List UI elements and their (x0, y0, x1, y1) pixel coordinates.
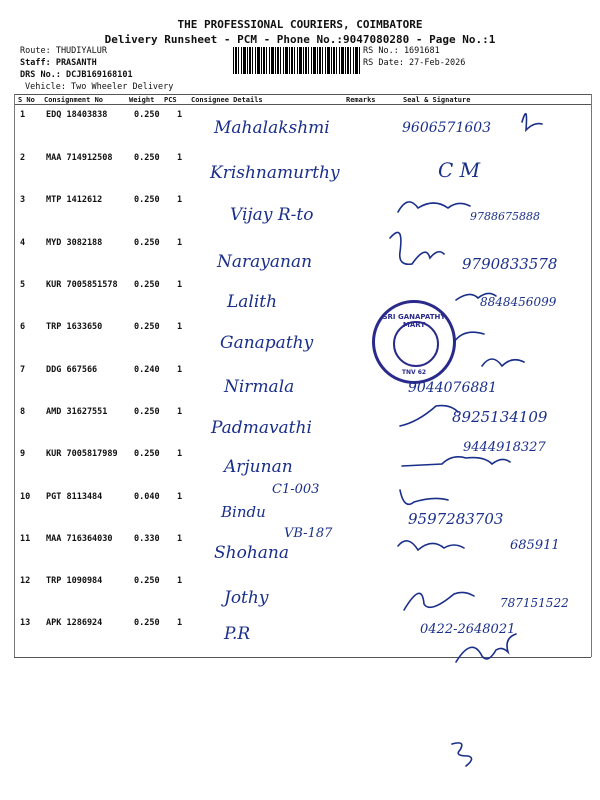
row-signature: 9597283703 (408, 510, 504, 528)
row-signature: 9788675888 (470, 210, 540, 223)
row-signature: 9790833578 (462, 255, 558, 273)
row-signature: C M (438, 158, 481, 182)
row-sno: 6 (20, 322, 26, 332)
header-sno: S No (18, 96, 35, 104)
row-sno: 11 (20, 534, 31, 544)
row-signature: 685911 (510, 538, 560, 553)
header-consignee: Consignee Details (191, 96, 263, 104)
row-consignee: Lalith (227, 292, 278, 312)
row-sno: 13 (20, 618, 31, 628)
row-consignee: Mahalakshmi (214, 118, 330, 138)
signature-scribble (404, 592, 474, 610)
signature-scribble (398, 202, 470, 212)
unit-note: VB-187 (284, 526, 333, 541)
row-pcs: 1 (177, 407, 183, 417)
row-consignment: MAA 714912508 (46, 153, 113, 163)
route-text: Route: THUDIYALUR (20, 46, 107, 56)
row-consignee: Narayanan (217, 252, 313, 272)
row-pcs: 1 (177, 322, 183, 332)
row-signature: 8925134109 (452, 408, 548, 426)
row-consignment: MTP 1412612 (46, 195, 103, 205)
row-consignee: Padmavathi (211, 418, 312, 438)
row-pcs: 1 (177, 110, 183, 120)
runsheet-subtitle: Delivery Runsheet - PCM - Phone No.:9047080280 - Page No.:1 (104, 33, 496, 46)
row-sno: 5 (20, 280, 26, 290)
row-consignee: Krishnamurthy (210, 163, 340, 183)
vehicle-text: Vehicle: Two Wheeler Delivery (25, 82, 174, 92)
row-consignee: Ganapathy (220, 333, 314, 353)
header-seal: Seal & Signature (403, 96, 471, 104)
row-consignment: MAA 716364030 (46, 534, 113, 544)
row-pcs: 1 (177, 365, 183, 375)
row-sno: 9 (20, 449, 26, 459)
row-weight: 0.250 (134, 449, 160, 459)
signature-scribble (400, 406, 458, 426)
row-pcs: 1 (177, 618, 183, 628)
row-weight: 0.040 (134, 492, 160, 502)
row-signature: 9044076881 (408, 380, 498, 396)
row-signature: 9444918327 (463, 440, 546, 455)
header-weight: Weight (129, 96, 155, 104)
row-sno: 1 (20, 110, 26, 120)
unit-note: C1-003 (272, 482, 320, 497)
row-consignee: Nirmala (224, 377, 295, 397)
row-consignee: P.R (224, 624, 251, 644)
signature-scribble (454, 332, 484, 342)
row-sno: 7 (20, 365, 26, 375)
row-consignment: DDG 667566 (46, 365, 98, 375)
row-consignee: Arjunan (224, 457, 293, 477)
row-sno: 10 (20, 492, 31, 502)
row-pcs: 1 (177, 534, 183, 544)
row-consignment: KUR 7005851578 (46, 280, 118, 290)
signature-scribble (398, 541, 464, 550)
company-title: THE PROFESSIONAL COURIERS, COIMBATORE (177, 18, 423, 31)
row-pcs: 1 (177, 153, 183, 163)
signature-scribble (522, 114, 542, 130)
row-signature: 0422-2648021 (420, 622, 516, 637)
row-pcs: 1 (177, 449, 183, 459)
row-consignee: Shohana (214, 543, 289, 563)
row-weight: 0.250 (134, 238, 160, 248)
signature-scribble (482, 359, 524, 366)
stamp-text: SRI GANAPATHY MART (382, 313, 446, 329)
rs-date-text: RS Date: 27-Feb-2026 (363, 58, 466, 68)
row-signature: 787151522 (500, 596, 569, 610)
row-consignment: MYD 3082188 (46, 238, 103, 248)
signature-scribble (456, 634, 516, 662)
row-consignment: PGT 8113484 (46, 492, 103, 502)
row-weight: 0.240 (134, 365, 160, 375)
row-pcs: 1 (177, 492, 183, 502)
row-sno: 3 (20, 195, 26, 205)
row-pcs: 1 (177, 238, 183, 248)
row-weight: 0.250 (134, 153, 160, 163)
row-sno: 2 (20, 153, 26, 163)
signature-scribble (456, 293, 496, 300)
row-consignment: APK 1286924 (46, 618, 103, 628)
row-signature: 9606571603 (402, 120, 492, 136)
signature-scribble (390, 232, 444, 264)
row-consignee: Vijay R-to (230, 205, 314, 225)
row-consignment: AMD 31627551 (46, 407, 108, 417)
row-consignment: EDQ 18403838 (46, 110, 108, 120)
row-consignee: Bindu (221, 503, 266, 521)
row-consignment: TRP 1090984 (46, 576, 103, 586)
row-signature: 8848456099 (480, 295, 557, 309)
drs-text: DRS No.: DCJB169168101 (20, 70, 133, 80)
row-consignment: TRP 1633650 (46, 322, 103, 332)
stamp-number: TNV 62 (401, 369, 427, 376)
row-weight: 0.250 (134, 618, 160, 628)
row-pcs: 1 (177, 280, 183, 290)
footer-scribble (452, 743, 472, 766)
row-sno: 12 (20, 576, 31, 586)
row-weight: 0.250 (134, 407, 160, 417)
row-consignee: Jothy (224, 588, 269, 608)
row-consignment: KUR 7005817989 (46, 449, 118, 459)
signature-scribble (402, 457, 510, 466)
row-pcs: 1 (177, 576, 183, 586)
row-weight: 0.250 (134, 195, 160, 205)
row-sno: 4 (20, 238, 26, 248)
signature-scribble (400, 490, 448, 504)
row-weight: 0.250 (134, 110, 160, 120)
row-sno: 8 (20, 407, 26, 417)
staff-text: Staff: PRASANTH (20, 58, 97, 68)
row-weight: 0.250 (134, 322, 160, 332)
header-remarks: Remarks (346, 96, 376, 104)
row-pcs: 1 (177, 195, 183, 205)
header-consignment: Consignment No (44, 96, 104, 104)
row-weight: 0.250 (134, 280, 160, 290)
rs-no-text: RS No.: 1691681 (363, 46, 440, 56)
row-weight: 0.330 (134, 534, 160, 544)
header-pcs: PCS (164, 96, 177, 104)
row-weight: 0.250 (134, 576, 160, 586)
